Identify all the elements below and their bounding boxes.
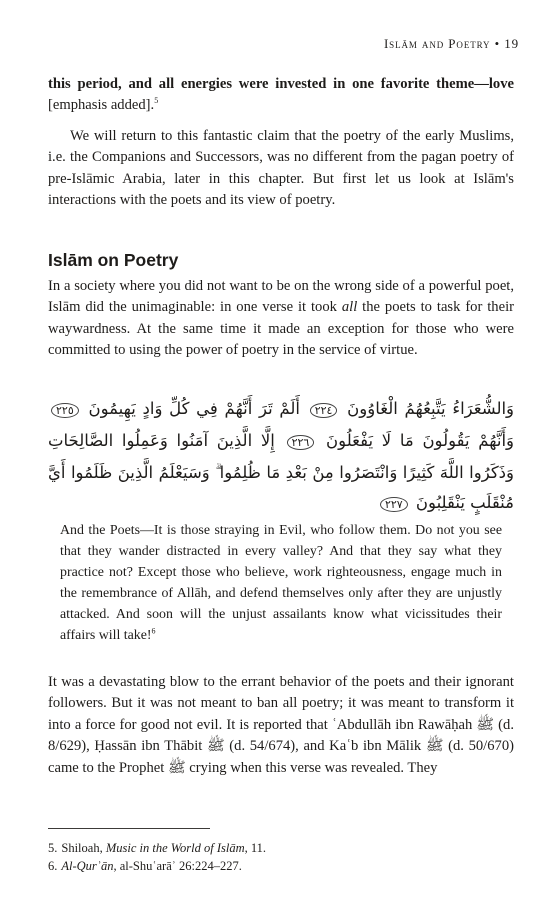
verse-segment-226: وَأَنَّهُمْ يَقُولُونَ مَا لَا يَفْعَلُونَ: [326, 431, 515, 450]
paragraph-intro-text: We will return to this fantastic claim that the poetry of the early Muslims, i.e. the Companions and Successors, was no different from the pagan poetry of pre-Islāmic Arabia, later in this chapter. But first let us look at Islām's interactions with the poets and its view of poetry.: [48, 128, 514, 209]
emphasis-all: all: [341, 299, 358, 316]
footnote-book-title: Al-Qurʾān: [61, 859, 114, 873]
footnote-divider: [48, 828, 210, 829]
verse-translation-text: And the Poets—It is those straying in Evil, who follow them. Do not you see that they wander distracted in every valley? And that they say what they practice not? Except those who believe, work righteousness, engage much in the remembrance of Allāh, and defend themselves only after they are unjustly attacked. And soon will the unjust assailants know what vicissitudes their affairs will take!: [60, 523, 502, 643]
footnote-5: [48, 840, 266, 857]
section-heading-text: Islām on Poetry: [48, 250, 179, 270]
paragraph-intro: [48, 126, 514, 212]
verse-segment-225: أَلَمْ تَرَ أَنَّهُمْ فِي كُلِّ وَادٍ يَهِيمُونَ: [88, 399, 300, 418]
verse-translation: [60, 520, 502, 646]
quote-bold-text: this period, and all energies were invested in one favorite theme—love: [48, 76, 514, 92]
footnote-number: 6.: [48, 859, 58, 873]
footnote-text-end: , al-Shuʿarāʾ 26:224–227.: [113, 859, 242, 873]
verse-number-225: ٢٢٥: [51, 403, 79, 418]
section-heading: [48, 250, 514, 271]
footnote-text-end: , 11.: [244, 841, 267, 855]
paragraph-devastating-blow-text: It was a devastating blow to the errant behavior of the poets and their ignorant followers. But it was not meant to ban all poetry; it was meant to transform it into a force for good not evil. It is reported that ʿAbdullāh ibn Rawāḥah ﷺ (d. 8/629), Ḥassān ibn Thābit ﷺ (d. 54/674), and Kaʿb ibn Mālik ﷺ (d. 50/670) came to the Prophet ﷺ crying when this verse was revealed. They: [48, 674, 514, 776]
paragraph-islam-on-poetry: [48, 276, 514, 362]
page-number: 19: [504, 36, 519, 51]
verse-number-226: ٢٢٦: [287, 435, 315, 450]
footnote-6: [48, 858, 242, 875]
arabic-verse-text: [48, 394, 514, 520]
verse-number-227: ٢٢٧: [380, 497, 408, 512]
verse-segment-227: إِلَّا الَّذِينَ آمَنُوا وَعَمِلُوا الصَّالِحَاتِ وَذَكَرُوا اللَّهَ كَثِيرًا وَانْتَصَرُوا مِنْ بَعْدِ مَا ظُلِمُوا ۗ وَسَيَعْلَمُ الَّذِينَ ظَلَمُوا أَيَّ مُنْقَلَبٍ يَنْقَلِبُونَ: [48, 431, 514, 512]
quote-bracket-note: [emphasis added].: [48, 97, 155, 114]
footnote-book-title: Music in the World of Islām: [105, 841, 245, 855]
footnote-ref-6[interactable]: 6: [151, 626, 156, 636]
running-head: [384, 36, 519, 52]
footnote-text: Shiloah,: [61, 841, 106, 855]
paragraph-devastating-blow: [48, 672, 514, 779]
block-quote-ending: [48, 74, 514, 117]
paragraph-text-after: the poets to task for their waywardness. At the same time it made an exception for those who were committed to using the power of poetry in the service of virtue.: [48, 299, 514, 359]
verse-number-224: ٢٢٤: [310, 403, 338, 418]
paragraph-text-before: In a society where you did not want to be on the wrong side of a powerful poet, Islām did the unimaginable: in one verse it took: [48, 278, 514, 316]
quote-text: [48, 74, 514, 117]
verse-segment-224: وَالشُّعَرَاءُ يَتَّبِعُهُمُ الْغَاوُونَ: [347, 399, 515, 418]
footnote-ref-5[interactable]: 5: [154, 96, 159, 106]
footnote-number: 5.: [48, 841, 58, 855]
running-head-separator: •: [494, 36, 505, 51]
paragraph-islam-on-poetry-text: [48, 276, 514, 362]
running-head-title: Islām and Poetry: [383, 36, 491, 51]
arabic-verse-block: [48, 394, 514, 520]
